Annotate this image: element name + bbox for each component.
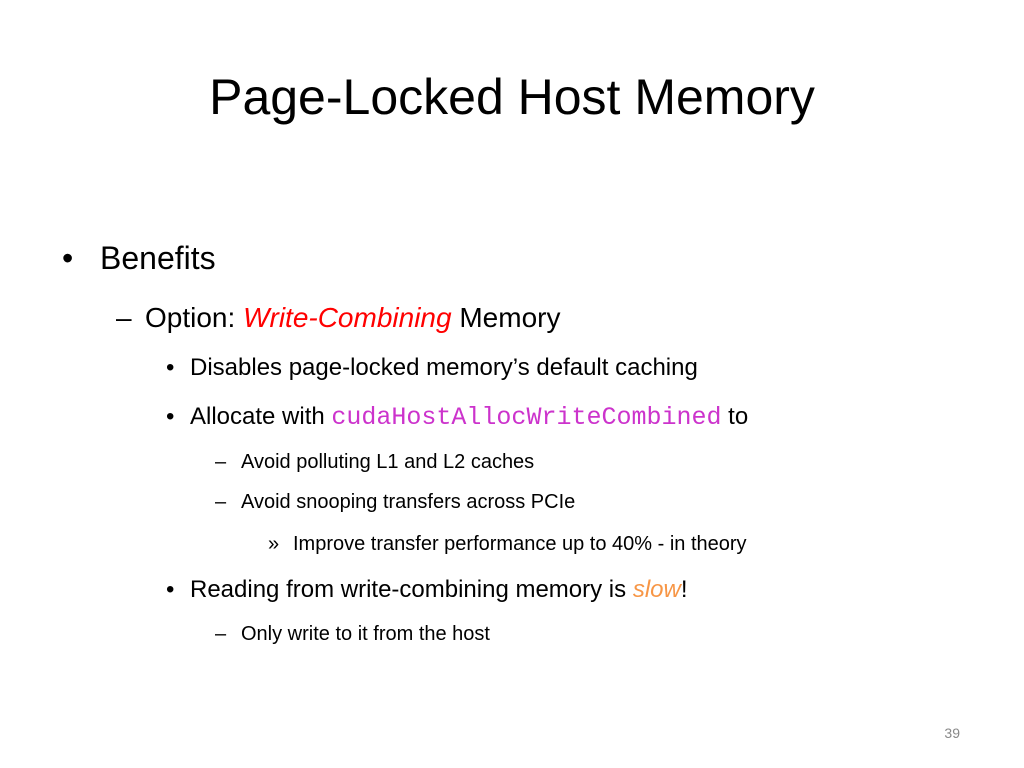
bullet-dot-icon: •	[166, 576, 175, 603]
dash-icon: –	[116, 302, 132, 333]
bullet-benefits: Benefits	[100, 240, 216, 276]
dash-icon: –	[215, 491, 227, 513]
bullet-text: Allocate with	[190, 403, 332, 430]
dash-icon: –	[215, 451, 227, 473]
bullet-option-write-combining	[145, 300, 560, 336]
bullet-reading-slow	[190, 574, 688, 606]
bullet-disables-caching: Disables page-locked memory’s default caching	[190, 354, 698, 381]
bullet-only-write: Only write to it from the host	[241, 623, 490, 645]
bullet-text: to	[721, 403, 749, 430]
code-cudaHostAllocWriteCombined: cudaHostAllocWriteCombined	[331, 403, 722, 432]
bullet-dot-icon: •	[166, 354, 175, 381]
bullet-text: Option:	[145, 302, 244, 333]
bullet-text: Reading from write-combining memory is	[190, 576, 633, 603]
page-number: 39	[944, 725, 960, 741]
double-chevron-icon: »	[268, 533, 280, 555]
slide-title: Page-Locked Host Memory	[209, 69, 815, 125]
bullet-text: Memory	[451, 302, 561, 333]
bullet-improve-transfer: Improve transfer performance up to 40% - in theory	[293, 533, 747, 555]
emphasis-slow: slow	[632, 576, 681, 603]
bullet-dot-icon: •	[166, 403, 175, 430]
bullet-text: !	[680, 576, 688, 603]
bullet-avoid-polluting: Avoid polluting L1 and L2 caches	[241, 451, 535, 473]
dash-icon: –	[215, 623, 227, 645]
bullet-allocate-with	[190, 401, 748, 434]
emphasis-write-combining: Write-Combining	[243, 302, 452, 333]
bullet-avoid-snooping: Avoid snooping transfers across PCIe	[241, 491, 576, 513]
bullet-dot-icon: •	[62, 240, 74, 276]
